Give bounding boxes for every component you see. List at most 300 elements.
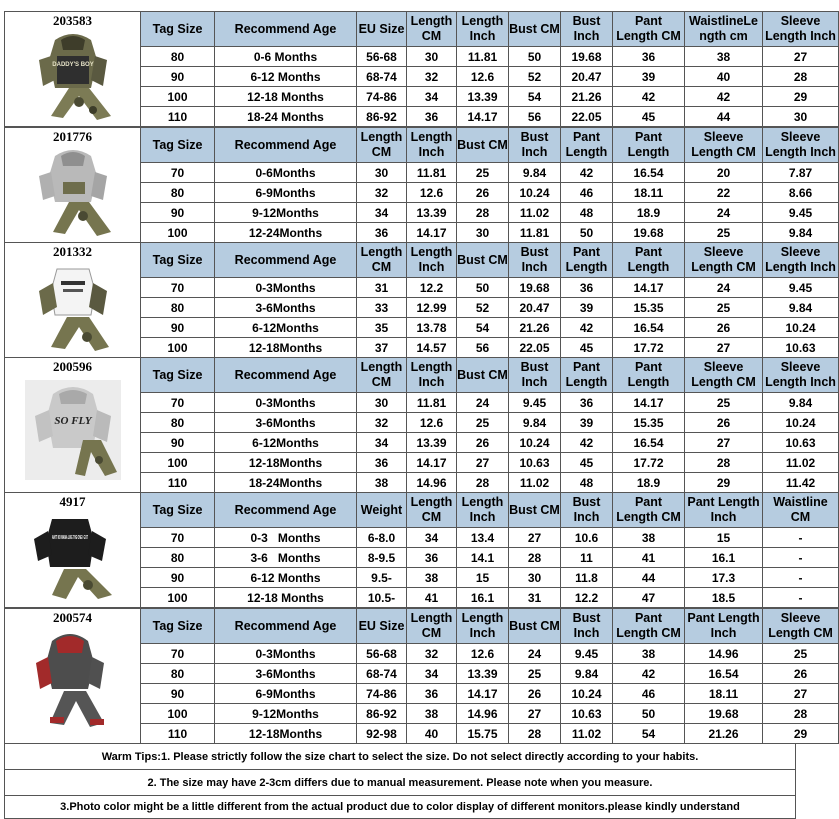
white-top-camo-sleeves-icon [33,261,113,353]
size-table-200596 [4,357,839,493]
cell: - [763,568,839,588]
cell: 110 [141,107,215,127]
cell: 11.81 [407,393,457,413]
cell: 68-74 [357,664,407,684]
cell: 10.63 [763,338,839,358]
cell: 6-12Months [215,433,357,453]
cell: 25 [457,413,509,433]
header-col: Length Inch [457,12,509,47]
cell: 25 [685,298,763,318]
cell: 56-68 [357,644,407,664]
cell: 16.1 [457,588,509,608]
cell: 25 [685,223,763,243]
cell: 56 [457,338,509,358]
cell: 70 [141,163,215,183]
header-tag-size: Tag Size [141,493,215,528]
cell: 100 [141,588,215,608]
cell: 22.05 [561,107,613,127]
cell: 11.02 [561,724,613,744]
header-col: EU Size [357,12,407,47]
cell: 18-24Months [215,473,357,493]
header-col: Bust CM [457,358,509,393]
cell: 12-24Months [215,223,357,243]
cell: 42 [685,87,763,107]
cell: 90 [141,318,215,338]
cell: 10.6 [561,528,613,548]
cell: 9.84 [763,298,839,318]
cell: 70 [141,528,215,548]
cell: 16.54 [613,433,685,453]
cell: 8.66 [763,183,839,203]
cell: 36 [407,107,457,127]
cell: 3-6 Months [215,548,357,568]
cell: 38 [685,47,763,67]
cell: 15 [457,568,509,588]
cell: 70 [141,278,215,298]
cell: 16.54 [685,664,763,684]
cell: 27 [509,528,561,548]
header-tag-size: Tag Size [141,243,215,278]
cell: 3-6Months [215,413,357,433]
header-tag-size: Tag Size [141,358,215,393]
cell: 21.26 [509,318,561,338]
header-col: Sleeve Length CM [685,128,763,163]
cell: 18.9 [613,203,685,223]
cell: 46 [561,183,613,203]
product-thumbnail-cell [5,243,141,358]
cell: 12.99 [407,298,457,318]
cell: 11.81 [407,163,457,183]
cell: 16.54 [613,163,685,183]
cell: 50 [457,278,509,298]
cell: 42 [613,664,685,684]
cell: 110 [141,724,215,744]
cell: 10.24 [509,433,561,453]
cell: 22 [685,183,763,203]
header-col: Sleeve Length CM [763,609,839,644]
cell: 15.35 [613,298,685,318]
cell: 9.45 [763,203,839,223]
header-col: Length CM [407,609,457,644]
cell: 30 [357,393,407,413]
cell: 10.24 [763,413,839,433]
cell: 20 [685,163,763,183]
header-col: Pant Length [613,243,685,278]
cell: 24 [457,393,509,413]
header-col: Bust Inch [509,128,561,163]
cell: 28 [685,453,763,473]
cell: 12-18Months [215,338,357,358]
cell: 3-6Months [215,664,357,684]
camo-hoodie-daddys-boy-icon [33,30,113,122]
header-recommend-age: Recommend Age [215,128,357,163]
cell: 8-9.5 [357,548,407,568]
header-col: Length CM [407,493,457,528]
mama-print: AIN'T NO MAMA LIKE THE ONE I GOT [51,535,88,541]
header-col: Length CM [407,12,457,47]
cell: 11.8 [561,568,613,588]
cell: 31 [509,588,561,608]
cell: 92-98 [357,724,407,744]
cell: 9-12Months [215,203,357,223]
cell: 10.63 [561,704,613,724]
header-col: Bust CM [457,243,509,278]
cell: 30 [457,223,509,243]
cell: 0-3Months [215,644,357,664]
cell: 12.6 [407,413,457,433]
header-col: Bust Inch [561,493,613,528]
header-col: Pant Length CM [613,493,685,528]
cell: 12-18Months [215,724,357,744]
header-col: Pant Length [561,358,613,393]
cell: 90 [141,203,215,223]
cell: 17.72 [613,453,685,473]
cell: 27 [457,453,509,473]
header-col: Bust CM [509,609,561,644]
cell: 0-3Months [215,393,357,413]
cell: 13.39 [407,203,457,223]
header-col: Pant Length CM [613,609,685,644]
cell: 36 [357,453,407,473]
header-col: Bust CM [457,128,509,163]
cell: 48 [561,203,613,223]
cell: 32 [407,67,457,87]
product-thumbnail-cell [5,493,141,608]
size-table-200574 [4,608,839,744]
header-col: Sleeve Length Inch [763,12,839,47]
cell: 70 [141,393,215,413]
cell: 12.6 [457,67,509,87]
grey-hoodie-camo-pants-icon [33,146,113,238]
cell: 38 [407,704,457,724]
cell: 39 [613,67,685,87]
cell: 3-6Months [215,298,357,318]
cell: 52 [509,67,561,87]
cell: 29 [685,473,763,493]
cell: 15 [685,528,763,548]
cell: 90 [141,67,215,87]
cell: 29 [763,87,839,107]
header-col: Pant Length [613,128,685,163]
header-recommend-age: Recommend Age [215,12,357,47]
cell: 39 [561,298,613,318]
sku-label: 200574 [53,610,92,625]
cell: 80 [141,47,215,67]
cell: 10.5- [357,588,407,608]
cell: 9.84 [763,223,839,243]
cell: 80 [141,298,215,318]
sku-label: 201776 [53,129,92,144]
header-col: Bust Inch [509,243,561,278]
cell: 54 [457,318,509,338]
cell: 40 [685,67,763,87]
cell: 100 [141,704,215,724]
cell: 26 [685,413,763,433]
cell: 38 [613,644,685,664]
product-thumbnail-cell [5,358,141,493]
cell: 90 [141,433,215,453]
cell: 14.17 [407,223,457,243]
header-col: Length CM [357,243,407,278]
cell: 24 [685,278,763,298]
cell: 80 [141,664,215,684]
product-thumbnail-cell [5,12,141,127]
header-col: Length Inch [407,128,457,163]
cell: 19.68 [561,47,613,67]
cell: 12.2 [407,278,457,298]
cell: 34 [357,203,407,223]
cell: 86-92 [357,107,407,127]
cell: 9-12Months [215,704,357,724]
so-fly-hoodie-icon [25,380,121,480]
header-col: Bust CM [509,493,561,528]
header-col: EU Size [357,609,407,644]
cell: 9.45 [763,278,839,298]
product-thumbnail-cell [5,609,141,744]
cell: 18.5 [685,588,763,608]
cell: 38 [613,528,685,548]
cell: 21.26 [561,87,613,107]
cell: 50 [561,223,613,243]
cell: 32 [357,183,407,203]
header-col: Length CM [357,358,407,393]
cell: 80 [141,183,215,203]
cell: 16.54 [613,318,685,338]
header-tag-size: Tag Size [141,128,215,163]
cell: 80 [141,413,215,433]
cell: 36 [561,393,613,413]
cell: 45 [561,338,613,358]
cell: 6-12 Months [215,67,357,87]
cell: 15.35 [613,413,685,433]
cell: 90 [141,568,215,588]
header-col: Sleeve Length CM [685,243,763,278]
cell: 14.96 [457,704,509,724]
cell: 37 [357,338,407,358]
cell: 46 [613,684,685,704]
cell: 54 [613,724,685,744]
cell: 14.96 [407,473,457,493]
cell: 44 [685,107,763,127]
cell: 74-86 [357,87,407,107]
cell: 6-9Months [215,183,357,203]
cell: 26 [457,433,509,453]
cell: 6-12Months [215,318,357,338]
header-col: Sleeve Length CM [685,358,763,393]
cell: 38 [357,473,407,493]
cell: 6-8.0 [357,528,407,548]
cell: 11 [561,548,613,568]
cell: 9.84 [763,393,839,413]
cell: 32 [357,413,407,433]
size-table-201776 [4,127,839,243]
cell: 25 [457,163,509,183]
cell: 30 [509,568,561,588]
svg-text:DADDY'S BOY: DADDY'S BOY [51,62,94,68]
header-col: Length Inch [457,493,509,528]
cell: 45 [561,453,613,473]
cell: 56-68 [357,47,407,67]
size-table-201332 [4,242,839,358]
cell: 20.47 [509,298,561,318]
cell: 15.75 [457,724,509,744]
cell: 30 [763,107,839,127]
cell: 13.78 [407,318,457,338]
cell: 42 [561,433,613,453]
cell: 68-74 [357,67,407,87]
cell: 13.39 [457,664,509,684]
cell: 0-3Months [215,278,357,298]
cell: 12.2 [561,588,613,608]
cell: 34 [407,664,457,684]
header-col: Waistline CM [763,493,839,528]
sku-label: 201332 [53,244,92,259]
cell: 11.81 [509,223,561,243]
cell: 25 [763,644,839,664]
cell: 28 [509,548,561,568]
header-col: Pant Length Inch [685,493,763,528]
cell: 100 [141,223,215,243]
cell: 24 [509,644,561,664]
svg-text:SO FLY: SO FLY [53,415,92,427]
cell: 9.84 [509,163,561,183]
cell: 19.68 [509,278,561,298]
cell: 100 [141,453,215,473]
header-col: Bust Inch [561,12,613,47]
header-recommend-age: Recommend Age [215,493,357,528]
header-tag-size: Tag Size [141,609,215,644]
header-col: Pant Length [561,243,613,278]
cell: 36 [561,278,613,298]
cell: 34 [407,87,457,107]
cell: 36 [613,47,685,67]
cell: 14.57 [407,338,457,358]
cell: 27 [763,684,839,704]
cell: 36 [357,223,407,243]
cell: 28 [763,704,839,724]
header-col: Sleeve Length Inch [763,128,839,163]
header-recommend-age: Recommend Age [215,609,357,644]
cell: 10.63 [509,453,561,473]
cell: 11.42 [763,473,839,493]
cell: 32 [407,644,457,664]
cell: 14.17 [613,278,685,298]
cell: - [763,588,839,608]
cell: 27 [685,338,763,358]
cell: 7.87 [763,163,839,183]
cell: 20.47 [561,67,613,87]
cell: 12-18 Months [215,588,357,608]
header-col: Length Inch [407,358,457,393]
cell: 12-18 Months [215,87,357,107]
header-col: Weight [357,493,407,528]
cell: 18.11 [613,183,685,203]
header-col: Sleeve Length Inch [763,358,839,393]
cell: 36 [407,548,457,568]
header-col: WaistlineLe ngth cm [685,12,763,47]
cell: 13.39 [457,87,509,107]
plaid-hoodie-grey-pants-icon [30,629,116,729]
header-col: Bust Inch [561,609,613,644]
cell: 9.45 [561,644,613,664]
cell: 26 [763,664,839,684]
cell: 18.9 [613,473,685,493]
cell: 100 [141,87,215,107]
cell: 34 [407,528,457,548]
cell: 17.72 [613,338,685,358]
warm-tip-1: Warm Tips:1. Please strictly follow the size chart to select the size. Do not select directly according to your habits. [4,743,796,770]
cell: 18.11 [685,684,763,704]
product-thumbnail-cell [5,128,141,243]
cell: 52 [457,298,509,318]
warm-tip-3: 3.Photo color might be a little different from the actual product due to color display of different monitors.please kindly understand [4,795,796,819]
size-table-4917 [4,492,839,608]
cell: 11.02 [509,473,561,493]
header-col: Pant Length Inch [685,609,763,644]
cell: 10.63 [763,433,839,453]
cell: 14.17 [613,393,685,413]
cell: 48 [561,473,613,493]
cell: 90 [141,684,215,704]
header-col: Length Inch [407,243,457,278]
cell: 25 [685,393,763,413]
cell: 33 [357,298,407,318]
header-tag-size: Tag Size [141,12,215,47]
cell: 14.96 [685,644,763,664]
sku-label: 203583 [53,13,92,28]
cell: 38 [407,568,457,588]
header-recommend-age: Recommend Age [215,358,357,393]
cell: 0-6 Months [215,47,357,67]
cell: 30 [357,163,407,183]
cell: 0-3 Months [215,528,357,548]
cell: 11.81 [457,47,509,67]
cell: 42 [561,318,613,338]
cell: 10.24 [763,318,839,338]
cell: 42 [613,87,685,107]
cell: 10.24 [509,183,561,203]
header-recommend-age: Recommend Age [215,243,357,278]
size-table-203583 [4,11,839,127]
header-col: Length Inch [457,609,509,644]
cell: 9.84 [561,664,613,684]
cell: 47 [613,588,685,608]
cell: 19.68 [685,704,763,724]
cell: - [763,548,839,568]
cell: 6-9Months [215,684,357,704]
cell: 24 [685,203,763,223]
cell: 40 [407,724,457,744]
cell: 41 [407,588,457,608]
cell: 45 [613,107,685,127]
cell: 26 [457,183,509,203]
cell: 34 [357,433,407,453]
cell: 50 [613,704,685,724]
header-col: Bust Inch [509,358,561,393]
cell: 56 [509,107,561,127]
cell: 12.6 [457,644,509,664]
cell: 14.17 [407,453,457,473]
cell: 28 [457,473,509,493]
cell: 13.39 [407,433,457,453]
cell: 16.1 [685,548,763,568]
cell: 27 [685,433,763,453]
cell: 13.4 [457,528,509,548]
cell: 12-18Months [215,453,357,473]
cell: 39 [561,413,613,433]
cell: 31 [357,278,407,298]
cell: 11.02 [763,453,839,473]
